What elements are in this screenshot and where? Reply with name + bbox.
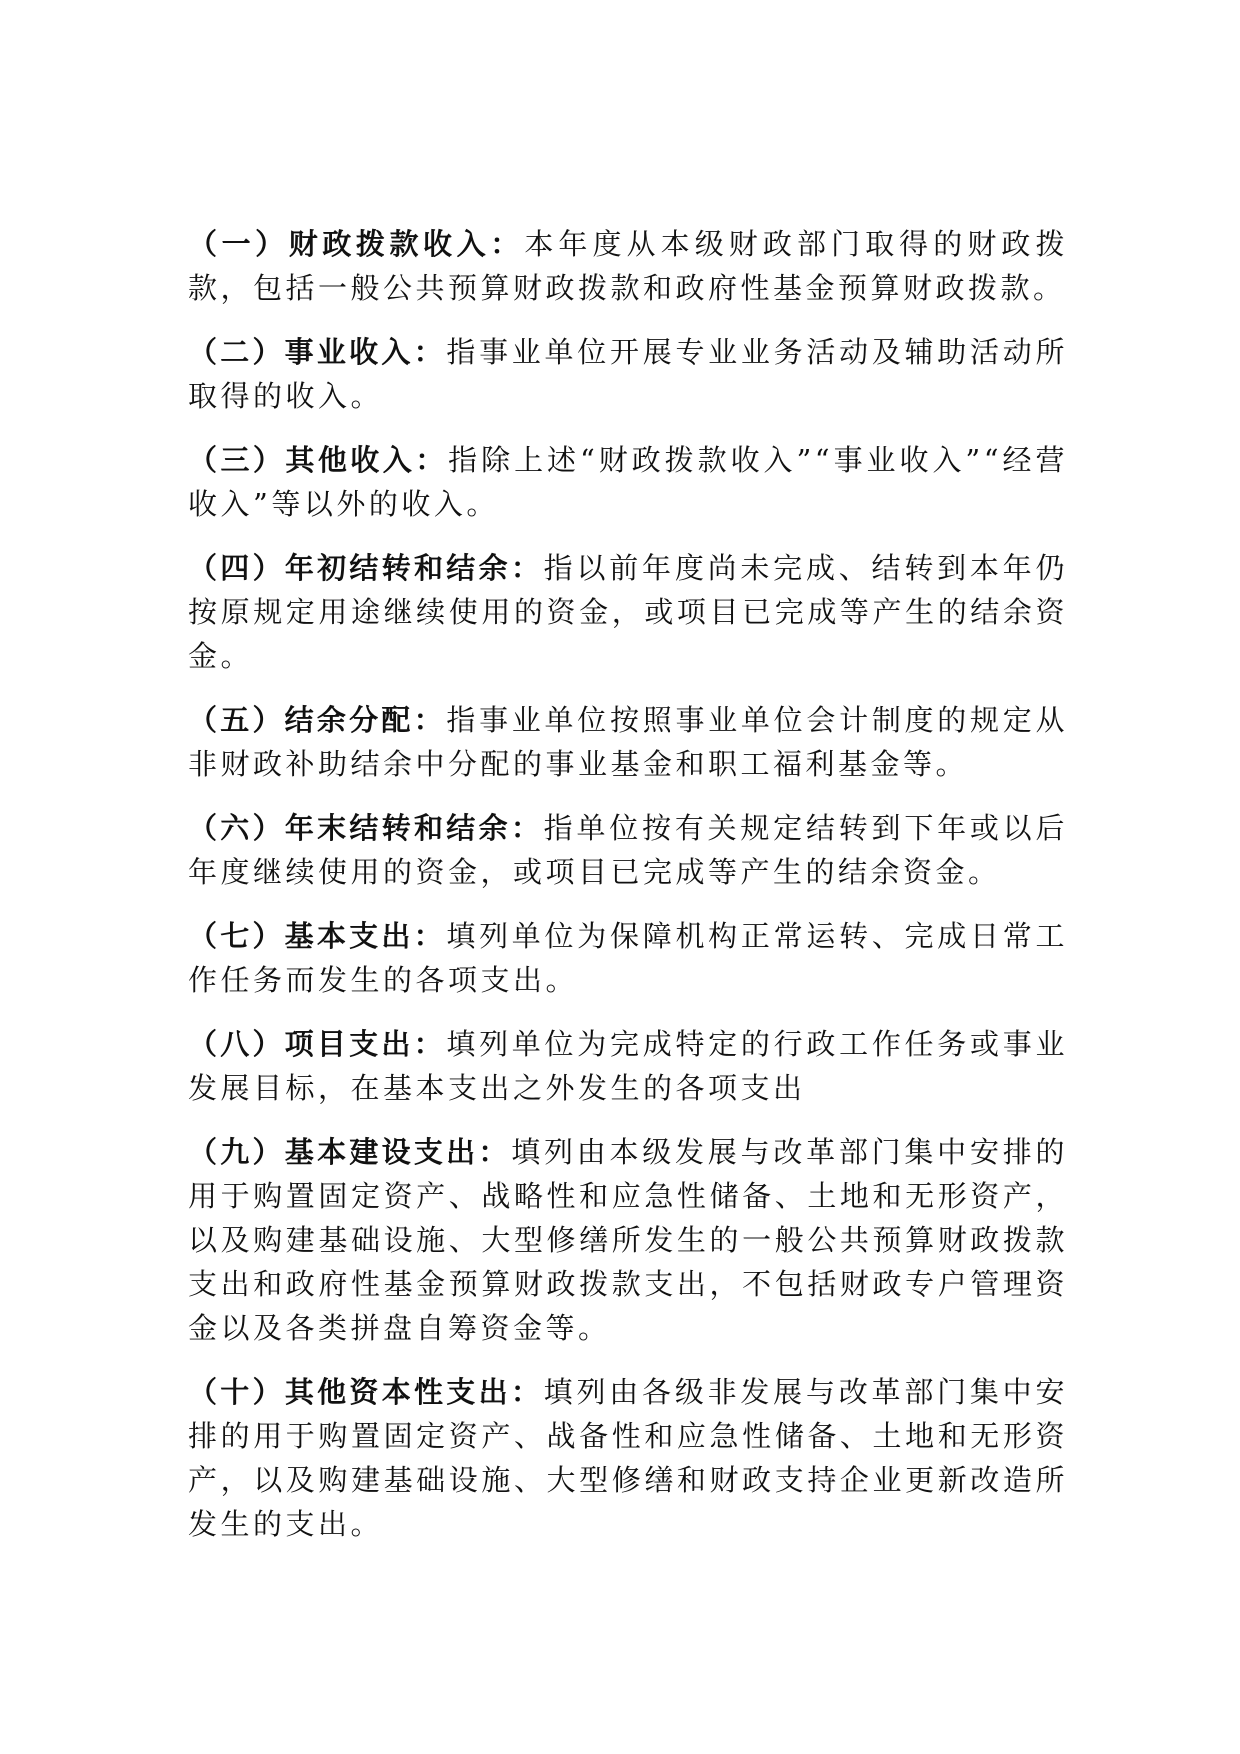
definition-term: （二）事业收入 xyxy=(188,335,414,369)
definition-text: 本年度从本级财政部门取得的财政拨款，包括一般公共预算财政拨款和政府性基金预算财政拨款。 xyxy=(188,227,1068,305)
definition-text: 填列由本级发展与改革部门集中安排的用于购置固定资产、战略性和应急性储备、土地和无形资产，以及购建基础设施、大型修缮所发生的一般公共预算财政拨款支出和政府性基金预算财政拨款支出，不包括财政专户管理资金以及各类拼盘自筹资金等。 xyxy=(188,1135,1068,1345)
term-separator: ： xyxy=(413,1027,447,1061)
definition-term: （六）年末结转和结余 xyxy=(188,811,511,845)
definition-term: （一）财政拨款收入 xyxy=(188,227,491,261)
definition-entry-8 xyxy=(188,1022,1068,1110)
definition-text: 指事业单位开展专业业务活动及辅助活动所取得的收入。 xyxy=(188,335,1068,413)
term-separator: ： xyxy=(413,919,447,953)
definition-entry-6 xyxy=(188,806,1068,894)
definition-term: （七）基本支出 xyxy=(188,919,414,953)
term-separator: ： xyxy=(510,1375,544,1409)
definition-entry-10 xyxy=(188,1370,1068,1546)
definition-text: 填列由各级非发展与改革部门集中安排的用于购置固定资产、战备性和应急性储备、土地和无形资产，以及购建基础设施、大型修缮和财政支持企业更新改造所发生的支出。 xyxy=(188,1375,1068,1541)
term-separator: ： xyxy=(490,227,525,261)
definition-text: 填列单位为完成特定的行政工作任务或事业发展目标，在基本支出之外发生的各项支出 xyxy=(188,1027,1068,1105)
definition-term: （五）结余分配 xyxy=(188,703,414,737)
definition-text: 指以前年度尚未完成、结转到本年仍按原规定用途继续使用的资金，或项目已完成等产生的结余资金。 xyxy=(188,551,1068,673)
definition-entry-1 xyxy=(188,222,1068,310)
definition-text: 指除上述“财政拨款收入”“事业收入”“经营收入”等以外的收入。 xyxy=(188,443,1068,521)
definition-entry-3 xyxy=(188,438,1068,526)
definition-text: 填列单位为保障机构正常运转、完成日常工作任务而发生的各项支出。 xyxy=(188,919,1068,997)
term-separator: ： xyxy=(510,551,544,585)
term-separator: ： xyxy=(413,335,447,369)
definition-entry-5 xyxy=(188,698,1068,786)
definition-entry-9 xyxy=(188,1130,1068,1350)
term-separator: ： xyxy=(510,811,544,845)
term-separator: ： xyxy=(415,443,449,477)
definition-entry-2 xyxy=(188,330,1068,418)
definition-text: 指单位按有关规定结转到下年或以后年度继续使用的资金，或项目已完成等产生的结余资金。 xyxy=(188,811,1068,889)
document-page xyxy=(188,222,1068,1566)
definition-text: 指事业单位按照事业单位会计制度的规定从非财政补助结余中分配的事业基金和职工福利基金等。 xyxy=(188,703,1068,781)
definition-term: （四）年初结转和结余 xyxy=(188,551,511,585)
definition-term: （三）其他收入 xyxy=(188,443,416,477)
term-separator: ： xyxy=(478,1135,512,1169)
definition-entry-7 xyxy=(188,914,1068,1002)
definition-term: （九）基本建设支出 xyxy=(188,1135,479,1169)
definition-term: （十）其他资本性支出 xyxy=(188,1375,511,1409)
term-separator: ： xyxy=(413,703,447,737)
definition-term: （八）项目支出 xyxy=(188,1027,414,1061)
definition-entry-4 xyxy=(188,546,1068,678)
